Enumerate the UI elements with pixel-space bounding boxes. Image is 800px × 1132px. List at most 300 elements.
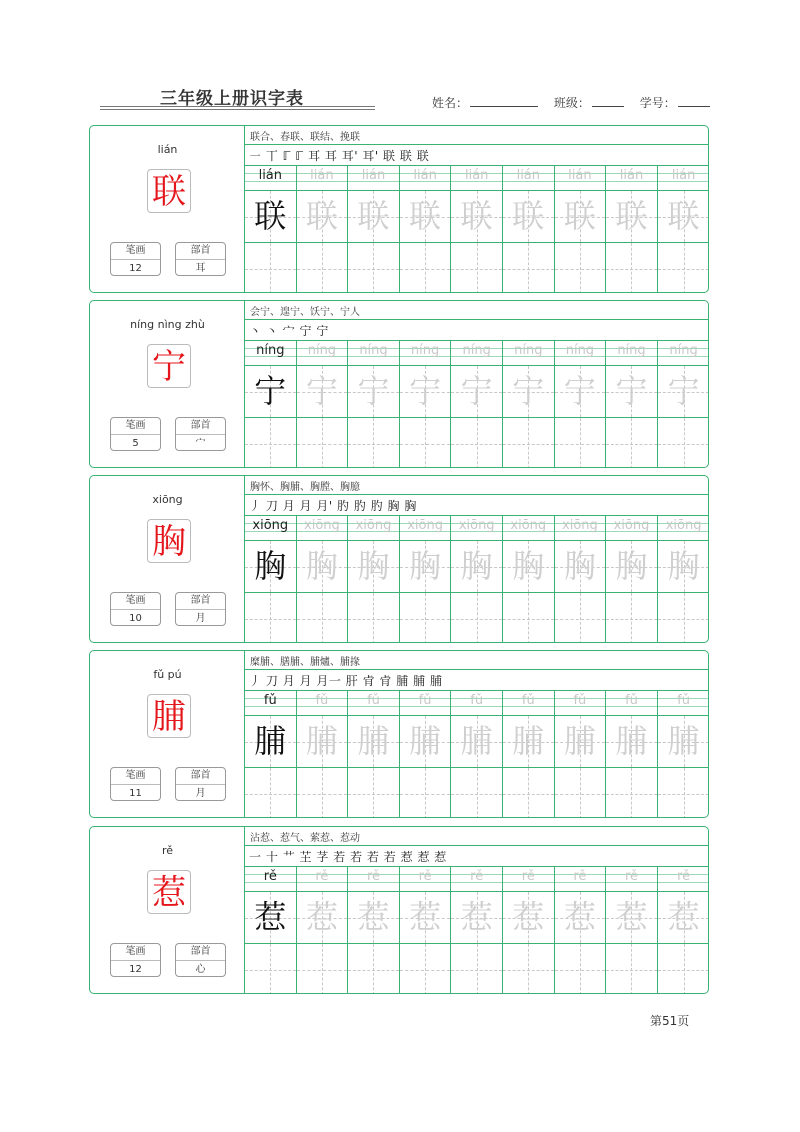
guide-horizontal	[606, 794, 657, 795]
char-info-panel	[90, 651, 245, 817]
char-box[interactable]	[503, 892, 554, 943]
practice-cell[interactable]	[555, 691, 607, 818]
pinyin-line	[451, 341, 502, 365]
practice-pinyin: rě	[263, 869, 277, 884]
char-box[interactable]	[555, 541, 606, 592]
practice-cell[interactable]	[503, 516, 555, 643]
practice-panel	[245, 476, 708, 642]
row-divider	[245, 144, 708, 145]
practice-char: 脯	[254, 722, 287, 760]
blank-char-box[interactable]	[297, 418, 348, 468]
practice-cell[interactable]	[503, 867, 555, 994]
pinyin-line	[503, 516, 554, 540]
practice-cell[interactable]	[606, 867, 658, 994]
practice-cell[interactable]	[400, 867, 452, 994]
guide-horizontal	[658, 619, 709, 620]
char-box[interactable]	[606, 541, 657, 592]
pinyin-line	[348, 166, 399, 190]
stroke-step: 惹	[400, 850, 414, 864]
practice-panel	[245, 827, 708, 993]
blank-char-box[interactable]	[451, 593, 502, 643]
blank-char-box[interactable]	[503, 768, 554, 818]
practice-panel	[245, 651, 708, 817]
char-box[interactable]	[400, 366, 451, 417]
char-box[interactable]	[245, 716, 296, 767]
practice-grid	[245, 341, 709, 468]
pinyin-line	[555, 341, 606, 365]
stroke-step: 月一	[316, 674, 342, 688]
char-info-panel	[90, 476, 245, 642]
practice-pinyin: níng	[462, 343, 491, 358]
blank-char-box[interactable]	[555, 768, 606, 818]
char-box[interactable]	[606, 892, 657, 943]
blank-char-box[interactable]	[555, 243, 606, 293]
guide-horizontal	[606, 444, 657, 445]
blank-char-box[interactable]	[297, 768, 348, 818]
stroke-step: 联	[416, 149, 430, 163]
stroke-order	[249, 672, 442, 689]
char-info-panel	[90, 126, 245, 292]
guide-horizontal	[658, 269, 709, 270]
id-blank[interactable]	[678, 95, 710, 107]
practice-cell[interactable]	[348, 341, 400, 468]
char-box[interactable]	[451, 541, 502, 592]
stroke-step: 丶	[265, 324, 279, 338]
practice-cell[interactable]	[555, 867, 607, 994]
practice-cell[interactable]	[606, 166, 658, 293]
practice-cell[interactable]	[245, 341, 297, 468]
practice-pinyin: níng	[669, 343, 698, 358]
char-box[interactable]	[658, 191, 709, 242]
stroke-step: 刀	[265, 674, 279, 688]
guide-horizontal	[503, 619, 554, 620]
pinyin-line	[658, 691, 709, 715]
practice-cell[interactable]	[658, 516, 709, 643]
blank-char-box[interactable]	[245, 944, 296, 994]
pinyin-line	[297, 341, 348, 365]
stroke-step: 惹	[417, 850, 430, 864]
char-box[interactable]	[297, 191, 348, 242]
practice-pinyin: lián	[568, 168, 592, 183]
practice-cell[interactable]	[400, 166, 452, 293]
practice-char: 联	[254, 197, 287, 235]
radical-box	[175, 767, 226, 801]
blank-char-box[interactable]	[503, 944, 554, 994]
practice-pinyin: fǔ	[470, 693, 484, 708]
practice-cell[interactable]	[400, 341, 452, 468]
stroke-step: 肻	[379, 674, 392, 688]
char-box[interactable]	[245, 541, 296, 592]
practice-pinyin: xiōng	[510, 518, 547, 533]
char-box[interactable]	[451, 191, 502, 242]
practice-char: 联	[460, 197, 493, 235]
practice-pinyin: rě	[418, 869, 432, 884]
char-box[interactable]	[503, 191, 554, 242]
guide-horizontal	[245, 444, 296, 445]
char-box[interactable]	[297, 892, 348, 943]
practice-char: 惹	[512, 898, 545, 936]
practice-cell[interactable]	[606, 341, 658, 468]
blank-char-box[interactable]	[245, 768, 296, 818]
pinyin-line	[297, 516, 348, 540]
pinyin-line	[503, 341, 554, 365]
char-box[interactable]	[503, 366, 554, 417]
char-box[interactable]	[658, 541, 709, 592]
practice-panel	[245, 301, 708, 467]
blank-char-box[interactable]	[451, 418, 502, 468]
char-box[interactable]	[245, 892, 296, 943]
practice-char: 惹	[254, 898, 287, 936]
char-box[interactable]	[400, 892, 451, 943]
stroke-step: 脯	[413, 674, 426, 688]
practice-cell[interactable]	[451, 867, 503, 994]
character-card	[89, 125, 709, 293]
blank-char-box[interactable]	[606, 593, 657, 643]
practice-char: 脯	[512, 722, 545, 760]
blank-char-box[interactable]	[245, 418, 296, 468]
practice-pinyin: níng	[514, 343, 543, 358]
practice-pinyin: fǔ	[677, 693, 690, 708]
blank-char-box[interactable]	[297, 944, 348, 994]
char-box[interactable]	[451, 892, 502, 943]
blank-char-box[interactable]	[555, 593, 606, 643]
blank-char-box[interactable]	[297, 243, 348, 293]
guide-horizontal	[503, 444, 554, 445]
pinyin-line	[348, 516, 399, 540]
blank-char-box[interactable]	[606, 418, 657, 468]
stroke-step: 丿	[249, 499, 262, 513]
blank-char-box[interactable]	[606, 768, 657, 818]
guide-horizontal	[503, 269, 554, 270]
char-box[interactable]	[348, 892, 399, 943]
blank-char-box[interactable]	[348, 593, 399, 643]
practice-char: 惹	[357, 898, 390, 936]
practice-char: 惹	[667, 898, 700, 936]
char-box[interactable]	[503, 716, 554, 767]
character-card	[89, 826, 709, 994]
char-display: 脯	[147, 694, 191, 738]
stroke-count-box	[110, 242, 161, 276]
practice-pinyin: níng	[617, 343, 646, 358]
stroke-count-box	[110, 767, 161, 801]
practice-cell[interactable]	[400, 516, 452, 643]
practice-pinyin: lián	[671, 168, 696, 183]
practice-cell[interactable]	[555, 166, 607, 293]
row-divider	[245, 845, 708, 846]
pinyin-line	[658, 516, 709, 540]
practice-pinyin: níng	[359, 343, 388, 358]
pinyin-line	[503, 867, 554, 891]
blank-char-box[interactable]	[400, 418, 451, 468]
name-blank[interactable]	[470, 95, 538, 107]
blank-char-box[interactable]	[400, 768, 451, 818]
char-box[interactable]	[400, 716, 451, 767]
practice-char: 联	[357, 197, 390, 235]
practice-char: 胸	[460, 547, 493, 585]
blank-char-box[interactable]	[658, 243, 709, 293]
stroke-step: 若	[333, 850, 346, 864]
practice-pinyin: xiōng	[613, 518, 650, 533]
practice-cell[interactable]	[245, 166, 297, 293]
char-box[interactable]	[555, 191, 606, 242]
practice-cell[interactable]	[348, 691, 400, 818]
char-box[interactable]	[400, 191, 451, 242]
stroke-count-label: 笔画	[111, 418, 160, 435]
blank-char-box[interactable]	[606, 243, 657, 293]
practice-pinyin: fǔ	[418, 693, 432, 708]
practice-char: 联	[563, 197, 596, 235]
practice-char: 宁	[409, 372, 442, 410]
radical-value: 宀	[195, 438, 206, 449]
pinyin-line	[245, 341, 296, 365]
stroke-step: 宁	[299, 324, 313, 338]
char-box[interactable]	[606, 191, 657, 242]
practice-cell[interactable]	[451, 166, 503, 293]
blank-char-box[interactable]	[658, 418, 709, 468]
class-label: 班级：	[553, 96, 590, 110]
pinyin-line	[606, 341, 657, 365]
practice-cell[interactable]	[297, 516, 349, 643]
blank-char-box[interactable]	[555, 944, 606, 994]
char-box[interactable]	[606, 366, 657, 417]
practice-cell[interactable]	[555, 341, 607, 468]
practice-grid	[245, 867, 709, 994]
blank-char-box[interactable]	[245, 593, 296, 643]
char-box[interactable]	[503, 541, 554, 592]
char-box[interactable]	[348, 541, 399, 592]
character-card	[89, 475, 709, 643]
char-box[interactable]	[348, 191, 399, 242]
example-words: 会宁、遑宁、饫宁、宁人	[250, 307, 360, 318]
pinyin-line	[451, 516, 502, 540]
blank-char-box[interactable]	[503, 593, 554, 643]
blank-char-box[interactable]	[348, 768, 399, 818]
char-info-panel	[90, 827, 245, 993]
guide-horizontal	[297, 269, 348, 270]
char-box[interactable]	[348, 366, 399, 417]
practice-cell[interactable]	[245, 867, 297, 994]
char-box[interactable]	[297, 366, 348, 417]
practice-cell[interactable]	[606, 691, 658, 818]
stroke-step: 若	[350, 850, 363, 864]
stroke-step: 艹	[282, 850, 296, 864]
char-box[interactable]	[348, 716, 399, 767]
stroke-step: 月'	[316, 499, 333, 513]
practice-pinyin: fǔ	[315, 693, 329, 708]
practice-char: 宁	[667, 372, 700, 410]
practice-pinyin: rě	[366, 869, 381, 884]
practice-pinyin: rě	[470, 869, 484, 884]
blank-char-box[interactable]	[348, 243, 399, 293]
practice-cell[interactable]	[658, 867, 709, 994]
char-display: 宁	[147, 344, 191, 388]
blank-char-box[interactable]	[606, 944, 657, 994]
guide-horizontal	[245, 970, 296, 971]
stroke-step: 肻	[362, 674, 376, 688]
radical-value: 月	[195, 788, 206, 799]
practice-cell[interactable]	[297, 166, 349, 293]
char-box[interactable]	[400, 541, 451, 592]
blank-char-box[interactable]	[658, 944, 709, 994]
blank-char-box[interactable]	[400, 243, 451, 293]
stroke-step: 若	[383, 850, 397, 864]
practice-pinyin: fǔ	[625, 693, 638, 708]
char-box[interactable]	[555, 366, 606, 417]
practice-char: 胸	[667, 547, 700, 585]
radical-label: 部首	[176, 944, 225, 961]
practice-cell[interactable]	[606, 516, 658, 643]
practice-char: 联	[512, 197, 545, 235]
stroke-step: 胸	[404, 499, 417, 513]
stroke-step: 月	[299, 499, 313, 513]
id-label: 学号：	[639, 96, 676, 110]
practice-char: 脯	[667, 722, 700, 760]
char-box[interactable]	[606, 716, 657, 767]
practice-char: 惹	[615, 898, 648, 936]
blank-char-box[interactable]	[297, 593, 348, 643]
practice-pinyin: fǔ	[573, 693, 587, 708]
radical-label: 部首	[176, 418, 225, 435]
stroke-count-box	[110, 943, 161, 977]
char-box[interactable]	[297, 541, 348, 592]
practice-cell[interactable]	[503, 691, 555, 818]
blank-char-box[interactable]	[658, 768, 709, 818]
guide-horizontal	[297, 794, 348, 795]
pinyin-line	[400, 691, 451, 715]
blank-char-box[interactable]	[348, 944, 399, 994]
practice-cell[interactable]	[658, 341, 709, 468]
practice-cell[interactable]	[451, 691, 503, 818]
stroke-step: 耳'	[341, 149, 359, 163]
practice-cell[interactable]	[245, 516, 297, 643]
practice-cell[interactable]	[503, 166, 555, 293]
radical-box	[175, 242, 226, 276]
practice-cell[interactable]	[400, 691, 452, 818]
practice-cell[interactable]	[348, 166, 400, 293]
class-blank[interactable]	[592, 95, 624, 107]
practice-cell[interactable]	[297, 341, 349, 468]
stroke-step: 脯	[429, 674, 443, 688]
practice-char: 脯	[615, 722, 648, 760]
char-box[interactable]	[245, 366, 296, 417]
practice-pinyin: fǔ	[367, 693, 380, 708]
blank-char-box[interactable]	[400, 593, 451, 643]
practice-cell[interactable]	[348, 516, 400, 643]
char-display: 胸	[147, 519, 191, 563]
char-box[interactable]	[245, 191, 296, 242]
practice-cell[interactable]	[503, 341, 555, 468]
guide-horizontal	[348, 794, 399, 795]
radical-box	[175, 417, 226, 451]
stroke-count-label: 笔画	[111, 768, 160, 785]
pinyin-line	[658, 341, 709, 365]
radical-box	[175, 943, 226, 977]
guide-horizontal	[400, 444, 451, 445]
practice-pinyin: lián	[361, 168, 386, 183]
practice-char: 胸	[563, 547, 596, 585]
stroke-count-value: 11	[129, 788, 142, 799]
pinyin-line	[297, 867, 348, 891]
char-box[interactable]	[658, 716, 709, 767]
practice-cell[interactable]	[658, 691, 709, 818]
pinyin-line	[400, 166, 451, 190]
blank-char-box[interactable]	[658, 593, 709, 643]
stroke-step: 联	[383, 149, 396, 163]
pinyin-line	[348, 867, 399, 891]
guide-horizontal	[297, 970, 348, 971]
practice-pinyin: lián	[413, 168, 437, 183]
practice-grid	[245, 691, 709, 818]
stroke-count-box	[110, 417, 161, 451]
pinyin-line	[245, 691, 296, 715]
char-box[interactable]	[555, 892, 606, 943]
pinyin-line	[503, 691, 554, 715]
blank-char-box[interactable]	[451, 944, 502, 994]
char-box[interactable]	[658, 892, 709, 943]
blank-char-box[interactable]	[348, 418, 399, 468]
practice-pinyin: rě	[521, 869, 535, 884]
stroke-step: 宁	[316, 324, 329, 338]
pinyin-line	[451, 691, 502, 715]
practice-pinyin: rě	[573, 869, 587, 884]
blank-char-box[interactable]	[400, 944, 451, 994]
blank-char-box[interactable]	[503, 418, 554, 468]
guide-horizontal	[503, 794, 554, 795]
practice-char: 惹	[460, 898, 493, 936]
pinyin-line	[451, 166, 502, 190]
radical-value: 耳	[195, 263, 206, 274]
blank-char-box[interactable]	[245, 243, 296, 293]
stroke-step: 月	[299, 674, 313, 688]
practice-cell[interactable]	[348, 867, 400, 994]
practice-cell[interactable]	[451, 516, 503, 643]
blank-char-box[interactable]	[451, 243, 502, 293]
practice-cell[interactable]	[658, 166, 709, 293]
practice-char: 脯	[357, 722, 390, 760]
pinyin-line	[400, 516, 451, 540]
page-number: 第51页	[650, 1014, 690, 1028]
practice-cell[interactable]	[297, 867, 349, 994]
char-box[interactable]	[658, 366, 709, 417]
guide-horizontal	[297, 444, 348, 445]
practice-pinyin: fǔ	[521, 693, 535, 708]
guide-horizontal	[245, 269, 296, 270]
char-box[interactable]	[451, 366, 502, 417]
practice-char: 脯	[409, 722, 442, 760]
radical-label: 部首	[176, 243, 225, 260]
practice-pinyin: níng	[565, 343, 595, 358]
radical-value: 月	[195, 613, 206, 624]
blank-char-box[interactable]	[555, 418, 606, 468]
char-box[interactable]	[297, 716, 348, 767]
radical-label: 部首	[176, 768, 225, 785]
example-words: 联合、春联、联结、挽联	[250, 132, 360, 143]
blank-char-box[interactable]	[503, 243, 554, 293]
char-box[interactable]	[555, 716, 606, 767]
practice-cell[interactable]	[245, 691, 297, 818]
blank-char-box[interactable]	[451, 768, 502, 818]
practice-cell[interactable]	[555, 516, 607, 643]
practice-char: 联	[409, 197, 442, 235]
char-box[interactable]	[451, 716, 502, 767]
pinyin-line	[606, 691, 657, 715]
practice-cell[interactable]	[451, 341, 503, 468]
char-info-panel	[90, 301, 245, 467]
example-words: 糜脯、膳脯、脯爐、脯掾	[250, 657, 360, 668]
practice-pinyin: rě	[677, 869, 691, 884]
practice-cell[interactable]	[297, 691, 349, 818]
guide-horizontal	[606, 619, 657, 620]
